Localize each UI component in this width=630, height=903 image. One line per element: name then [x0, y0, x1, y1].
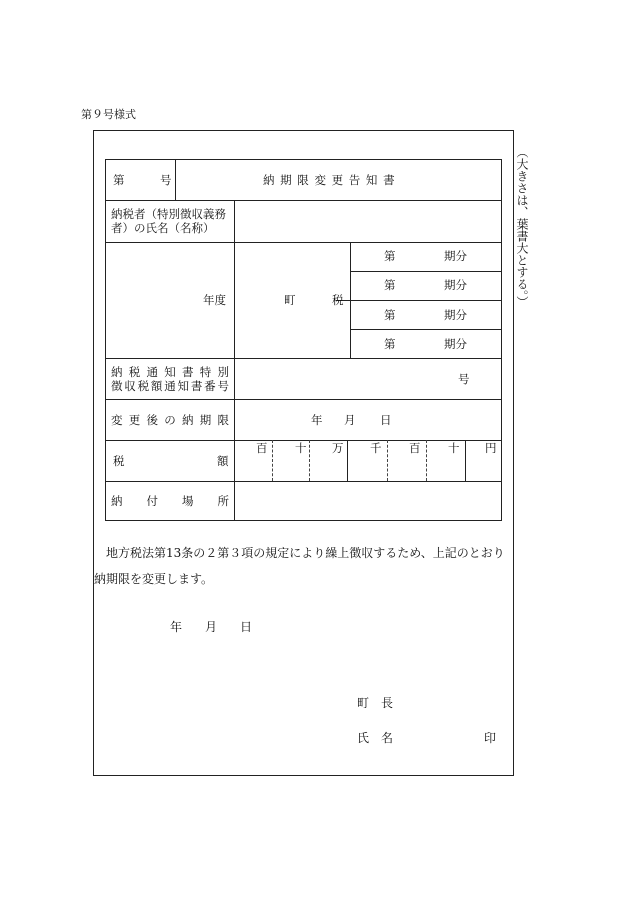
issue-date-month: 月	[205, 620, 218, 634]
period-prefix: 第	[384, 337, 396, 351]
deadline-year: 年	[311, 413, 323, 427]
digit-separator	[309, 440, 310, 481]
col-divider	[234, 200, 235, 520]
digit-hundreds-man: 百	[256, 441, 268, 455]
period-divider	[350, 329, 501, 330]
period-suffix: 期分	[444, 337, 467, 351]
number-label-prefix: 第	[113, 173, 125, 187]
form-title: 納 期 限 変 更 告 知 書	[263, 173, 396, 187]
mayor-label-1: 町	[357, 696, 370, 710]
row-divider	[106, 200, 501, 201]
digit-hundreds: 百	[409, 441, 421, 455]
size-note: （大きさは、葉書大とする。）	[515, 146, 529, 308]
period-prefix: 第	[384, 278, 396, 292]
name-label-1: 氏	[357, 731, 370, 745]
number-label-suffix: 号	[160, 173, 172, 187]
deadline-day: 日	[380, 413, 392, 427]
row-divider	[106, 481, 501, 482]
period-prefix: 第	[384, 249, 396, 263]
issue-date-year: 年	[170, 620, 183, 634]
digit-separator-solid	[347, 440, 348, 481]
period-suffix: 期分	[444, 278, 467, 292]
digit-separator	[426, 440, 427, 481]
digit-separator	[272, 440, 273, 481]
seal-mark: 印	[484, 731, 497, 745]
col-divider	[175, 160, 176, 200]
name-label-2: 名	[381, 731, 394, 745]
notice-number-label-line2: 徴収税額通知書番号	[111, 379, 229, 393]
form-number-label: 第９号様式	[81, 108, 136, 121]
new-deadline-label: 変更後の納期限	[111, 413, 229, 427]
period-divider	[350, 300, 501, 301]
taxpayer-label-line2: 者）の氏名（名称）	[111, 221, 215, 235]
period-suffix: 期分	[444, 308, 467, 322]
period-prefix: 第	[384, 308, 396, 322]
issue-date-day: 日	[240, 620, 253, 634]
amount-label-left: 税	[113, 454, 125, 468]
notice-number-suffix: 号	[458, 372, 470, 386]
digit-thousands: 千	[370, 441, 382, 455]
amount-label-right: 額	[217, 454, 229, 468]
digit-tens: 十	[448, 441, 460, 455]
digit-separator	[387, 440, 388, 481]
fiscal-year-label: 年度	[203, 293, 226, 307]
taxpayer-label-line1: 納税者（特別徴収義務	[111, 207, 226, 221]
notice-body-text: 地方税法第13条の２第３項の規定により繰上徴収するため、上記のとおり納期限を変更します。	[94, 546, 505, 586]
notice-table	[105, 159, 502, 521]
deadline-month: 月	[344, 413, 356, 427]
digit-tens-man: 十	[295, 441, 307, 455]
digit-man: 万	[332, 441, 344, 455]
tax-label: 税	[332, 293, 344, 307]
mayor-label-2: 長	[381, 696, 394, 710]
digit-separator-solid	[465, 440, 466, 481]
payment-place-label: 納付場所	[111, 494, 229, 508]
digit-yen: 円	[485, 441, 497, 455]
period-bracket	[350, 242, 351, 358]
town-label: 町	[284, 293, 296, 307]
row-divider	[106, 358, 501, 359]
period-suffix: 期分	[444, 249, 467, 263]
row-divider	[106, 242, 501, 243]
notice-number-label-line1: 納税通知書特別	[111, 365, 229, 379]
row-divider	[106, 399, 501, 400]
period-divider	[350, 271, 501, 272]
